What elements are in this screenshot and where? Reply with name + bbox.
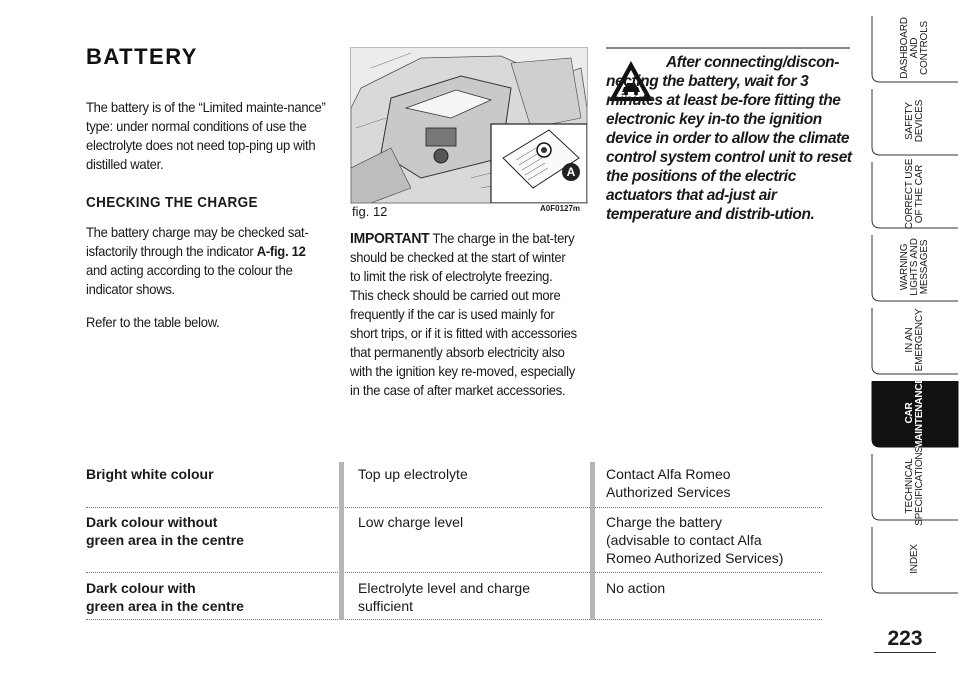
- left-column: [86, 98, 326, 346]
- tab-label: CORRECT USE OF THE CAR: [904, 158, 925, 230]
- tab-label: DASHBOARD AND CONTROLS: [899, 17, 930, 79]
- warning-text: After connecting/discon-necting the battery, wait for 3 minutes at least be-fore fitting the electronic key in-to the ignition device in order to allow the climate control system control unit to reset the positions of the electric actuators that ad-just air temperature and distrib-ution.: [606, 54, 852, 223]
- tab-label: INDEX: [909, 544, 920, 574]
- tab-label: CAR MAINTENANCE: [904, 377, 925, 449]
- battery-figure: [350, 47, 588, 204]
- figure-code: A0F0127m: [540, 204, 581, 213]
- figure-caption: fig. 12: [352, 204, 388, 219]
- meaning-cell: Low charge level: [358, 514, 464, 530]
- tab-safety-devices[interactable]: [870, 89, 960, 153]
- action-cell: No action: [606, 580, 666, 596]
- indicator-cell: Dark colour without green area in the centre: [86, 514, 244, 548]
- tab-emergency[interactable]: [870, 308, 960, 372]
- tab-index[interactable]: [870, 527, 960, 591]
- meaning-cell: Top up electrolyte: [358, 466, 468, 482]
- table-separator: [86, 507, 822, 508]
- checking-paragraph: The battery charge may be checked sat-isfactorily through the indicator A-fig. 12 and acting according to the colour the indicator shows.: [86, 224, 309, 297]
- tab-dashboard[interactable]: [870, 16, 960, 80]
- tab-car-maintenance[interactable]: [870, 377, 960, 449]
- page-number-rule: [874, 652, 936, 653]
- tab-label: SAFETY DEVICES: [904, 99, 925, 143]
- tab-label: WARNING LIGHTS AND MESSAGES: [899, 238, 930, 296]
- important-text: The charge in the bat-tery should be checked at the start of winter to limit the risk of electrolyte freezing. This check should be carried out more frequently if the car is used mainly for short trips, or if it is fitted with accessories that permanently absorb electricity also with the ignition key re-moved, especially in the case of after market accessories.: [350, 230, 577, 398]
- action-cell: Charge the battery (advisable to contact Alfa Romeo Authorized Services): [606, 514, 784, 566]
- page-number: 223: [887, 627, 923, 650]
- important-note: [350, 229, 579, 400]
- page-title: BATTERY: [86, 44, 198, 69]
- table-divider: [339, 462, 344, 620]
- tab-warning-lights[interactable]: [870, 235, 960, 299]
- refer-paragraph: Refer to the table below.: [86, 314, 220, 330]
- tab-correct-use[interactable]: [870, 158, 960, 230]
- tab-technical-specifications[interactable]: [870, 446, 960, 526]
- meaning-cell: Electrolyte level and charge sufficient: [358, 580, 530, 614]
- intro-paragraph: The battery is of the “Limited mainte-nance” type: under normal conditions of use the electrolyte does not need top-ping up with distilled water.: [86, 99, 326, 172]
- table-separator: [86, 572, 822, 573]
- figure-reference: A-fig. 12: [256, 243, 306, 259]
- action-cell: Contact Alfa Romeo Authorized Services: [606, 466, 731, 500]
- table-separator: [86, 619, 822, 620]
- important-label: IMPORTANT: [350, 230, 430, 247]
- tab-label: TECHNICAL SPECIFICATIONS: [904, 446, 925, 526]
- table-divider: [590, 462, 595, 620]
- warning-rule: [606, 47, 850, 49]
- checking-heading: CHECKING THE CHARGE: [86, 195, 258, 211]
- tab-label: IN AN EMERGENCY: [904, 308, 925, 372]
- battery-illustration: [351, 48, 587, 203]
- indicator-cell: Bright white colour: [86, 466, 214, 482]
- indicator-cell: Dark colour with green area in the centre: [86, 580, 244, 614]
- figure-marker-a: A: [562, 163, 580, 181]
